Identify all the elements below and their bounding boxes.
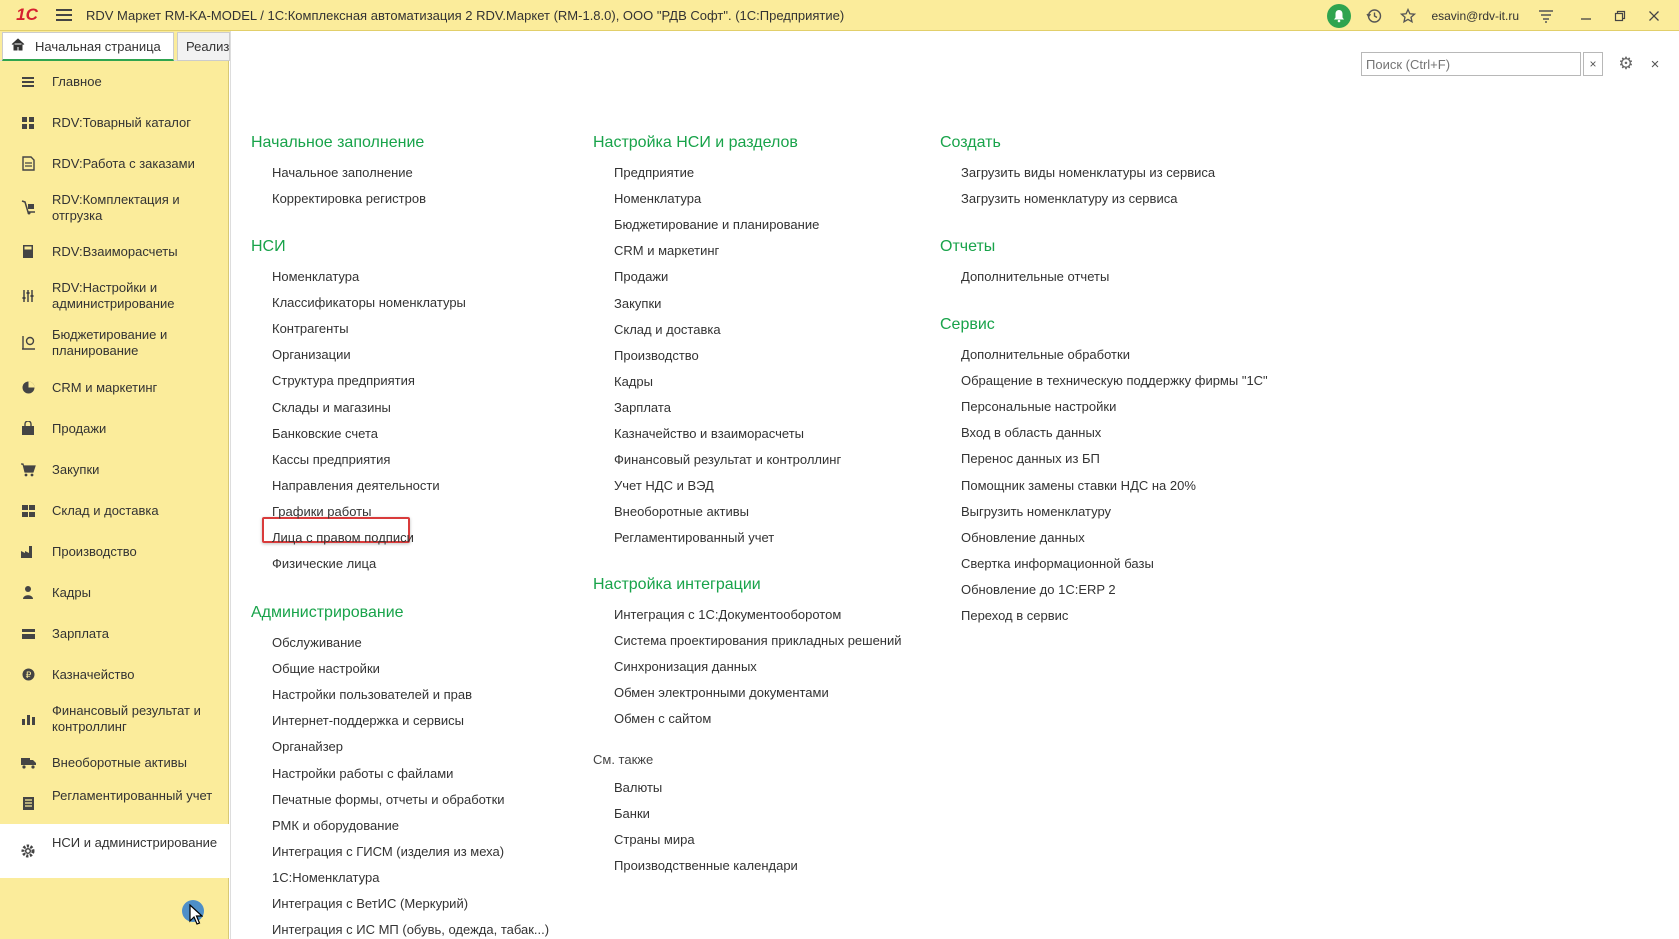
command-link[interactable]: Интеграция с ВетИС (Меркурий) — [272, 896, 469, 911]
sidebar-item[interactable] — [0, 408, 229, 449]
command-link[interactable]: Зарплата — [614, 400, 671, 415]
command-link[interactable]: Печатные формы, отчеты и обработки — [272, 792, 505, 807]
home-icon — [11, 38, 25, 54]
command-link[interactable]: Интернет-поддержка и сервисы — [272, 713, 465, 728]
command-link[interactable]: Система проектирования прикладных решений — [614, 633, 902, 648]
section-heading: Начальное заполнение — [251, 134, 425, 151]
command-link[interactable]: Дополнительные отчеты — [961, 269, 1110, 284]
sidebar-item[interactable] — [0, 654, 229, 695]
sidebar-item[interactable] — [0, 449, 229, 490]
sidebar-item[interactable] — [0, 783, 229, 824]
sidebar-item-label: Бюджетирование и планирование — [52, 326, 168, 358]
section-heading: НСИ — [251, 238, 286, 255]
command-link[interactable]: Интеграция с 1С:Документооборотом — [614, 607, 842, 622]
main-menu-icon[interactable] — [56, 9, 72, 21]
wallet-icon — [19, 625, 37, 643]
section-heading: Администрирование — [251, 604, 404, 621]
command-link[interactable]: CRM и маркетинг — [614, 243, 720, 258]
search-clear-icon[interactable]: × — [1583, 52, 1603, 76]
cart-icon — [19, 461, 37, 479]
command-link[interactable]: Продажи — [614, 269, 669, 284]
barchart-icon — [19, 710, 37, 728]
document-icon — [19, 155, 37, 173]
sidebar-item[interactable] — [0, 824, 229, 878]
command-link[interactable]: Организации — [272, 347, 351, 362]
sidebar-item[interactable] — [0, 367, 229, 408]
command-link[interactable]: Учет НДС и ВЭД — [614, 478, 714, 493]
section-heading: Отчеты — [940, 238, 996, 255]
command-link[interactable]: Вход в область данных — [961, 425, 1102, 440]
command-link[interactable]: Лица с правом подписи — [272, 530, 414, 545]
favorites-star-icon[interactable] — [1397, 5, 1419, 27]
sidebar-item-label: Зарплата — [52, 625, 109, 641]
see-also-heading: См. также — [593, 752, 654, 767]
sidebar-item[interactable] — [0, 61, 229, 102]
command-link[interactable]: Производственные календари — [614, 858, 798, 873]
sidebar-item-label: CRM и маркетинг — [52, 379, 158, 395]
command-link[interactable]: Интеграция с ГИСМ (изделия из меха) — [272, 844, 505, 859]
command-link[interactable]: Закупки — [614, 296, 662, 311]
section-heading: Настройка НСИ и разделов — [593, 134, 798, 151]
coin-icon — [19, 666, 37, 684]
restore-icon[interactable] — [1603, 0, 1637, 31]
command-link[interactable]: Свертка информационной базы — [961, 556, 1154, 571]
sidebar-item[interactable] — [0, 272, 229, 319]
command-link[interactable]: Склад и доставка — [614, 322, 721, 337]
sidebar-item-label: RDV:Работа с заказами — [52, 155, 195, 171]
command-link[interactable]: Загрузить виды номенклатуры из сервиса — [961, 165, 1216, 180]
sidebar-item-label: Казначейство — [52, 666, 135, 682]
section-content — [230, 31, 1679, 939]
command-link[interactable]: Кассы предприятия — [272, 452, 391, 467]
tab-realization[interactable]: Реализ — [177, 32, 230, 61]
sidebar-item[interactable] — [0, 490, 229, 531]
title-bar — [0, 0, 1679, 31]
command-link[interactable]: Направления деятельности — [272, 478, 440, 493]
search-input[interactable] — [1361, 52, 1581, 76]
close-window-icon[interactable] — [1637, 0, 1671, 31]
person-icon — [19, 584, 37, 602]
command-link[interactable]: Банки — [614, 806, 650, 821]
settings-menu-icon[interactable] — [1535, 5, 1557, 27]
sidebar-item[interactable] — [0, 319, 229, 366]
ledger-icon — [19, 795, 37, 813]
section-heading: Сервис — [940, 316, 995, 333]
command-link[interactable]: Переход в сервис — [961, 608, 1069, 623]
command-link[interactable]: Дополнительные обработки — [961, 347, 1130, 362]
current-user[interactable]: esavin@rdv-it.ru — [1431, 8, 1519, 23]
sidebar-item-label: Финансовый результат и контроллинг — [52, 702, 201, 734]
bag-icon — [19, 420, 37, 438]
command-link[interactable]: Общие настройки — [272, 661, 380, 676]
sidebar-item-label: RDV:Настройки и администрирование — [52, 279, 175, 311]
sidebar-item[interactable] — [0, 613, 229, 654]
sections-panel — [0, 61, 229, 939]
section-heading: Создать — [940, 134, 1001, 151]
close-icon[interactable]: × — [1650, 55, 1660, 73]
sidebar-item-label: Производство — [52, 543, 137, 559]
sidebar-item-label: Внеоборотные активы — [52, 754, 188, 770]
factory-icon — [19, 543, 37, 561]
command-link[interactable]: Обращение в техническую поддержку фирмы "1С" — [961, 373, 1268, 388]
command-link[interactable]: Интеграция с ИС МП (обувь, одежда, табак...) — [272, 922, 550, 937]
sidebar-item[interactable] — [0, 572, 229, 613]
command-link[interactable]: Графики работы — [272, 504, 372, 519]
command-link[interactable]: Синхронизация данных — [614, 659, 757, 674]
sidebar-item-label: Склад и доставка — [52, 502, 159, 518]
sidebar-item-label: Регламентированный учет — [52, 787, 213, 803]
command-link[interactable]: Страны мира — [614, 832, 695, 847]
pie-icon — [19, 379, 37, 397]
sidebar-item[interactable] — [0, 695, 229, 742]
1c-logo: 1С — [16, 5, 38, 24]
truck-icon — [19, 754, 37, 772]
command-link[interactable]: Физические лица — [272, 556, 377, 571]
command-link[interactable]: Структура предприятия — [272, 373, 415, 388]
command-link[interactable]: Производство — [614, 348, 699, 363]
notifications-bell-icon[interactable] — [1327, 4, 1351, 28]
command-link[interactable]: Внеоборотные активы — [614, 504, 750, 519]
command-link[interactable]: Регламентированный учет — [614, 530, 775, 545]
command-link[interactable]: Перенос данных из БП — [961, 451, 1100, 466]
sidebar-item[interactable] — [0, 184, 229, 231]
tabs-bar — [0, 31, 230, 61]
mouse-cursor-icon — [189, 904, 203, 929]
command-link[interactable]: Персональные настройки — [961, 399, 1117, 414]
budget-icon — [19, 334, 37, 352]
command-link[interactable]: Склады и магазины — [272, 400, 391, 415]
command-link[interactable]: Кадры — [614, 374, 653, 389]
command-link[interactable]: Финансовый результат и контроллинг — [614, 452, 842, 467]
list-icon — [19, 73, 37, 91]
command-link[interactable]: Настройки работы с файлами — [272, 766, 454, 781]
sliders-icon — [19, 287, 37, 305]
command-link[interactable]: Банковские счета — [272, 426, 379, 441]
command-link[interactable]: 1С:Номенклатура — [272, 870, 380, 885]
sidebar-item[interactable] — [0, 102, 229, 143]
sidebar-item[interactable] — [0, 231, 229, 272]
sidebar-item-label: Закупки — [52, 461, 100, 477]
command-link[interactable]: Номенклатура — [272, 269, 360, 284]
command-link[interactable]: Обмен с сайтом — [614, 711, 712, 726]
tab-home-page[interactable] — [2, 32, 174, 61]
command-link[interactable]: Классификаторы номенклатуры — [272, 295, 466, 310]
grid-icon — [19, 114, 37, 132]
calculator-icon — [19, 243, 37, 261]
sidebar-item-label: RDV:Взаиморасчеты — [52, 243, 178, 259]
sidebar-item[interactable] — [0, 143, 229, 184]
command-link[interactable]: Корректировка регистров — [272, 191, 427, 206]
window-title: RDV Маркет RM-KA-MODEL / 1С:Комплексная автоматизация 2 RDV.Маркет (RM-1.8.0), ООО "РДВ Софт". (1С:Предприятие) — [86, 7, 845, 23]
sidebar-item[interactable] — [0, 531, 229, 572]
command-link[interactable]: Настройки пользователей и прав — [272, 687, 473, 702]
history-icon[interactable] — [1363, 5, 1385, 27]
minimize-icon[interactable] — [1569, 0, 1603, 31]
tab-home-label: Начальная страница — [35, 38, 161, 54]
sidebar-item-label: Кадры — [52, 584, 91, 600]
handcart-icon — [19, 199, 37, 217]
command-link[interactable]: Казначейство и взаиморасчеты — [614, 426, 804, 441]
command-link[interactable]: Обновление до 1С:ERP 2 — [961, 582, 1116, 597]
command-link[interactable]: Обслуживание — [272, 635, 362, 650]
command-link[interactable]: Выгрузить номенклатуру — [961, 504, 1112, 519]
sidebar-item-label: НСИ и администрирование — [52, 835, 218, 850]
sidebar-item[interactable] — [0, 742, 229, 783]
sidebar-item-label: Продажи — [52, 420, 107, 436]
gear-icon[interactable]: ⚙ — [1618, 54, 1634, 73]
command-link[interactable]: Начальное заполнение — [272, 165, 413, 180]
gear-icon — [19, 842, 37, 860]
command-link[interactable]: Помощник замены ставки НДС на 20% — [961, 478, 1196, 493]
sidebar-item-label: RDV:Комплектация и отгрузка — [52, 191, 180, 223]
section-heading: Настройка интеграции — [593, 576, 761, 593]
sidebar-item-label: Главное — [52, 73, 102, 89]
command-link[interactable]: РМК и оборудование — [272, 818, 399, 833]
command-link[interactable]: Бюджетирование и планирование — [614, 217, 820, 232]
command-link[interactable]: Обмен электронными документами — [614, 685, 829, 700]
command-link[interactable]: Предприятие — [614, 165, 695, 180]
command-link[interactable]: Органайзер — [272, 739, 343, 754]
command-link[interactable]: Обновление данных — [961, 530, 1085, 545]
command-link[interactable]: Валюты — [614, 780, 663, 795]
command-link[interactable]: Загрузить номенклатуру из сервиса — [961, 191, 1178, 206]
warehouse-icon — [19, 502, 37, 520]
svg-text:₽: ₽ — [25, 671, 31, 681]
command-link[interactable]: Контрагенты — [272, 321, 349, 336]
sidebar-item-label: RDV:Товарный каталог — [52, 114, 192, 130]
command-link[interactable]: Номенклатура — [614, 191, 702, 206]
